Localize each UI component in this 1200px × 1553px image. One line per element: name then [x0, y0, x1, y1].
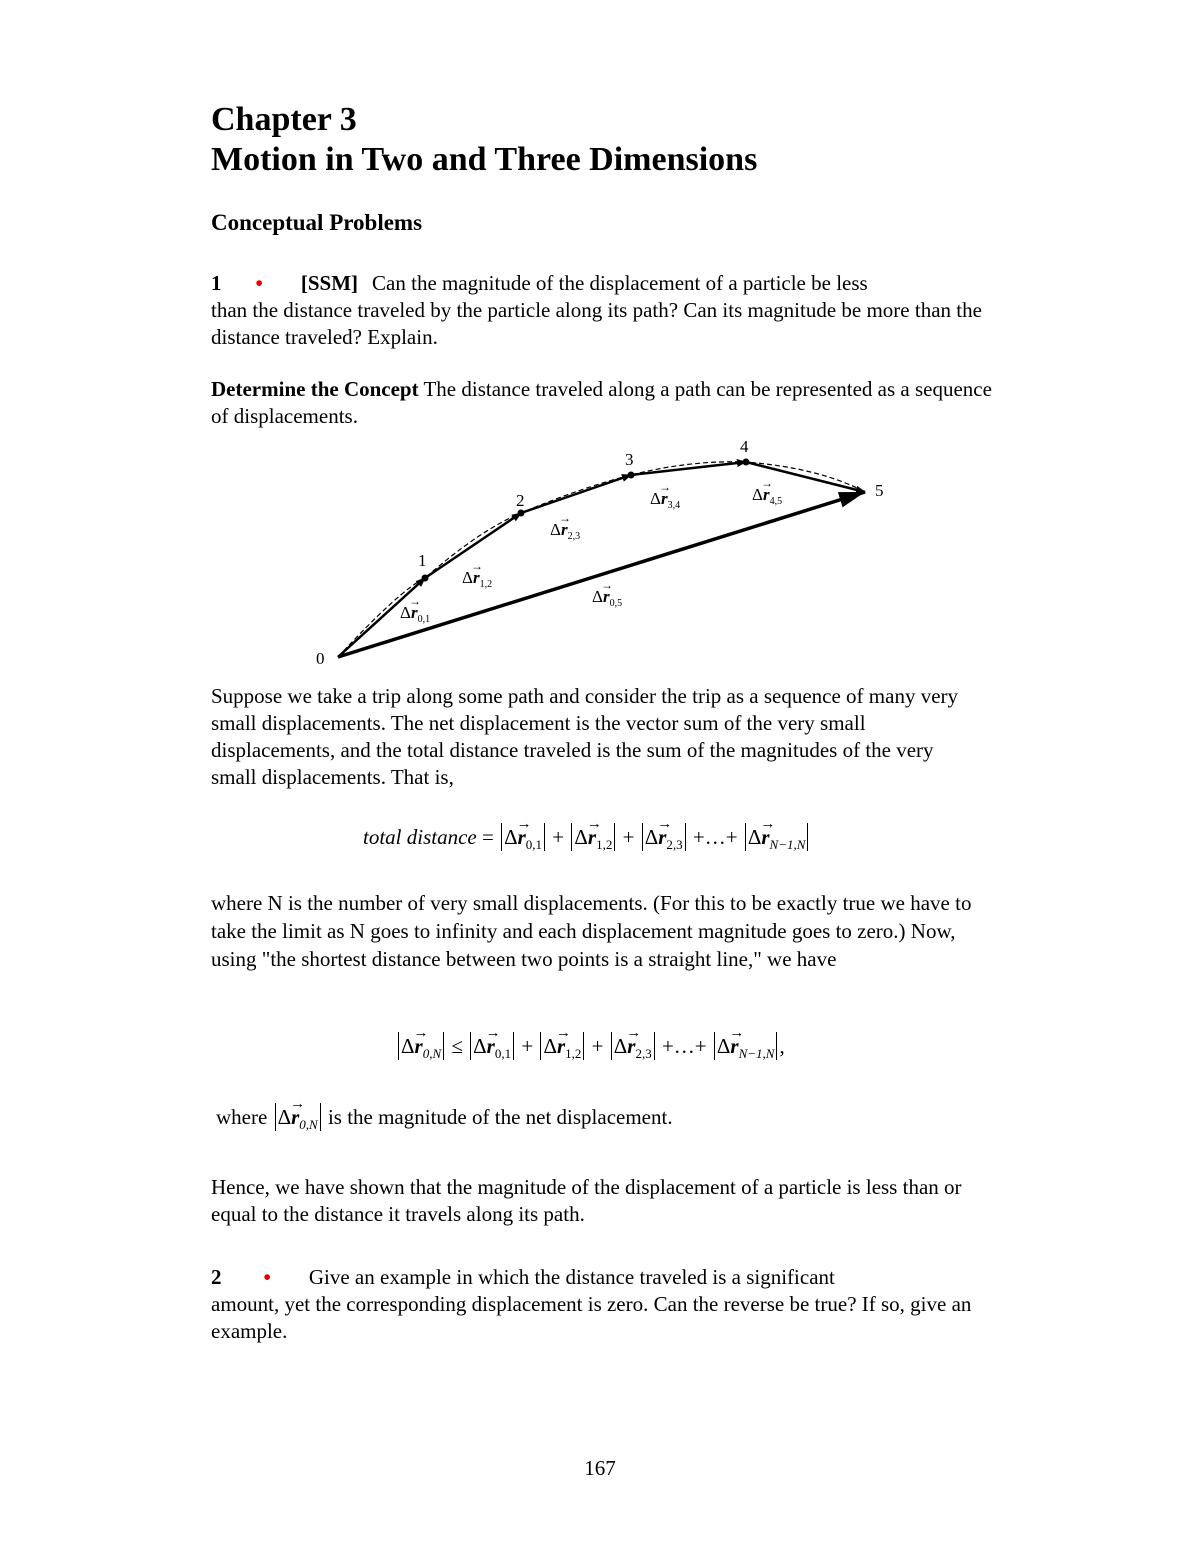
point-label-1: 1 — [418, 551, 427, 570]
where-magnitude-line: where $\Delta\to r_{0,N}$ is the magnitude of the net displacement. — [216, 1102, 673, 1140]
svg-text:Δr2,3: $\Delta r_{2,3}$ — [550, 520, 581, 542]
difficulty-bullet-2: • — [263, 1265, 271, 1289]
problem-2-number: 2 — [211, 1265, 222, 1289]
svg-text:Δr0,1: $\Delta r_{0,1}$ — [400, 603, 431, 625]
point-label-2: 2 — [516, 491, 525, 510]
vector-label-0-5 — [592, 578, 622, 609]
problem-1-rest: than the distance traveled by the particle along its path? Can its magnitude be more than the distance traveled? Explain. — [211, 298, 982, 349]
svg-text:→: → — [559, 511, 571, 525]
chapter-title: Motion in Two and Three Dimensions — [211, 141, 758, 178]
svg-text:→: → — [761, 476, 773, 490]
inequality-equation: $\Delta\to r_{0,N} \le \Delta\to r_{0,1} + \Delta\to r_{1,2} + \Delta\to r_{2,3}$ +…+ $\Delta\to r_{N-1,N}$ , — [396, 1031, 785, 1069]
vector-2-3 — [521, 475, 631, 513]
vector-label-2-3 — [550, 511, 580, 542]
problem-1-question — [211, 270, 1001, 351]
svg-text:Δr1,2: $\Delta r_{1,2}$ — [462, 568, 493, 590]
vector-label-0-1 — [400, 594, 430, 625]
problem-2-line1: Give an example in which the distance traveled is a significant — [308, 1265, 835, 1289]
svg-text:Δr4,5: $\Delta r_{4,5}$ — [752, 485, 783, 507]
svg-text:→: → — [409, 594, 421, 608]
difficulty-bullet: • — [255, 271, 263, 295]
page-number: 167 — [584, 1456, 616, 1480]
problem-1-line1: Can the magnitude of the displacement of a particle be less — [372, 271, 868, 295]
conclusion-paragraph: Hence, we have shown that the magnitude of the displacement of a particle is less than or equal to the distance it travels along its path. — [211, 1175, 962, 1226]
section-heading: Conceptual Problems — [211, 210, 423, 235]
point-label-5: 5 — [875, 481, 884, 500]
svg-text:Δr0,5: $\Delta r_{0,5}$ — [592, 587, 623, 609]
point-1 — [422, 575, 429, 582]
ssm-tag: [SSM] — [300, 271, 359, 295]
concept-label: Determine the Concept — [211, 377, 419, 401]
svg-text:→: → — [601, 578, 613, 592]
svg-text:Δr3,4: $\Delta r_{3,4}$ — [650, 489, 681, 511]
svg-text:→: → — [471, 559, 483, 573]
concept-text: The distance traveled along a path can be represented as a sequence of displacements. — [211, 377, 992, 428]
point-label-4: 4 — [740, 437, 749, 456]
where-paragraph: where N is the number of very small displacements. (For this to be exactly true we have to take the limit as N goes to infinity and each displacement magnitude goes to zero.) Now, using "the shortest distance between two points is a straight line," we have — [211, 891, 972, 971]
vector-0-5 — [338, 492, 865, 657]
vector-label-4-5 — [752, 476, 782, 507]
eq1-lhs: total distance — [363, 825, 477, 849]
vector-label-3-4 — [650, 480, 680, 511]
chapter-number: Chapter 3 — [211, 101, 357, 138]
problem-2-rest: amount, yet the corresponding displacement is zero. Can the reverse be true? If so, give an example. — [211, 1292, 972, 1343]
total-distance-equation: total distance = $\Delta\to r_{0,1} + \Delta\to r_{1,2} + \Delta\to r_{2,3}$ +…+ $\Delta\to r_{N-1,N}$ — [363, 822, 810, 860]
problem-1-number: 1 — [211, 271, 222, 295]
suppose-paragraph: Suppose we take a trip along some path and consider the trip as a sequence of many very small displacements. The net displacement is the vector sum of the very small displacements, and the total distance traveled is the sum of the magnitudes of the very small displacements. That is, — [211, 684, 959, 789]
point-label-0: 0 — [316, 649, 325, 668]
eq1-equals: = — [482, 825, 494, 849]
point-label-3: 3 — [625, 450, 634, 469]
point-4 — [743, 459, 750, 466]
concept-paragraph — [211, 376, 1001, 430]
problem-2-question — [211, 1264, 1001, 1345]
point-2 — [518, 510, 525, 517]
svg-text:→: → — [659, 480, 671, 494]
vector-label-1-2 — [462, 559, 492, 590]
point-3 — [628, 472, 635, 479]
displacement-diagram — [300, 430, 920, 675]
